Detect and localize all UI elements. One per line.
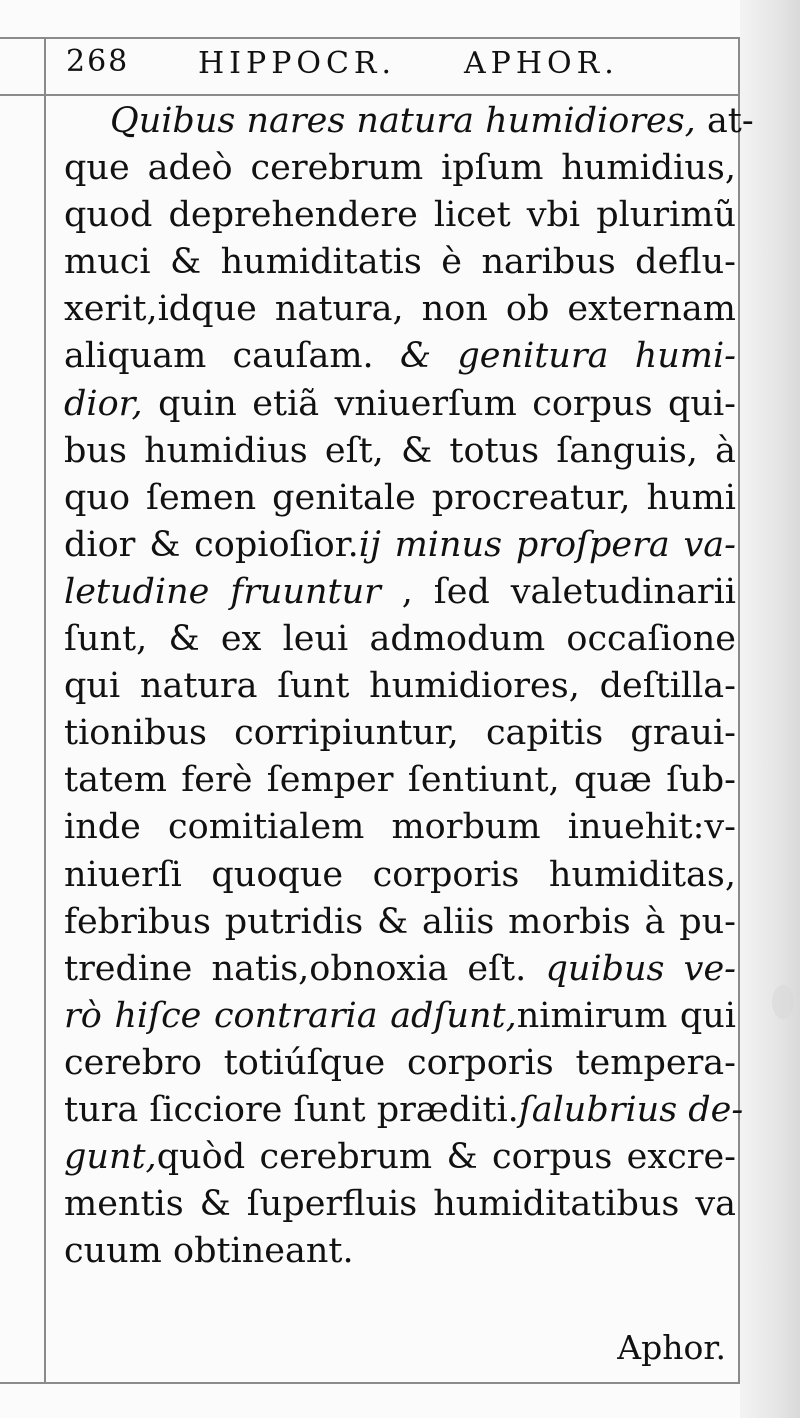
roman-segment: , ſed valetudinarii xyxy=(380,571,736,612)
text-line xyxy=(64,569,736,616)
text-line xyxy=(64,757,736,804)
text-line xyxy=(64,333,736,380)
italic-segment: Quibus nares natura humidiores, xyxy=(110,101,696,141)
text-line xyxy=(64,852,736,899)
roman-segment: cerebro totiúſque corporis tempera- xyxy=(64,1042,736,1083)
italic-segment: letudine fruuntur xyxy=(64,571,381,612)
italic-segment: ſalubrius de- xyxy=(518,1089,744,1130)
roman-segment: cuum obtineant. xyxy=(64,1231,354,1272)
roman-segment: inde comitialem morbum inuehit:v- xyxy=(64,807,736,848)
italic-segment: quibus ve- xyxy=(545,948,736,989)
roman-segment: qui natura ſunt humidiores, deſtilla- xyxy=(64,666,736,707)
text-line xyxy=(64,804,736,851)
italic-segment: & genitura humi- xyxy=(399,336,736,377)
roman-segment: tionibus corripiuntur, capitis graui- xyxy=(64,713,736,754)
text-line xyxy=(64,192,736,239)
running-head xyxy=(66,44,646,88)
roman-segment: que adeò cerebrum ipſum humidius, xyxy=(64,148,736,189)
roman-segment: niuerſi quoque corporis humiditas, xyxy=(64,854,736,895)
roman-segment: tura ſicciore ſunt præditi. xyxy=(64,1089,519,1130)
page-number: 268 xyxy=(66,44,130,79)
roman-segment: dior & copioſior. xyxy=(64,524,359,565)
header-rule xyxy=(0,94,740,96)
text-line xyxy=(64,663,736,710)
top-rule xyxy=(0,37,740,39)
text-line xyxy=(64,428,736,475)
roman-segment: quod deprehendere licet vbi plurimũ xyxy=(64,195,736,236)
roman-segment: mentis & ſuperfluis humiditatibus va xyxy=(64,1184,736,1225)
roman-segment: muci & humiditatis è naribus deflu- xyxy=(64,242,736,283)
text-line xyxy=(64,98,754,145)
text-line xyxy=(64,1181,736,1228)
text-line xyxy=(64,899,736,946)
roman-segment: aliquam cauſam. xyxy=(64,336,400,377)
roman-segment: quin etiã vniuerſum corpus qui- xyxy=(142,383,736,424)
italic-segment: dior, xyxy=(64,383,143,424)
text-line xyxy=(64,1040,736,1087)
italic-segment: ij minus proſpera va- xyxy=(358,524,736,565)
roman-segment: quo ſemen genitale procreatur, humi xyxy=(64,477,736,518)
running-head-right: APHOR. xyxy=(464,46,619,81)
italic-segment: rò hiſce contraria adſunt, xyxy=(64,995,517,1036)
italic-segment: gunt, xyxy=(64,1137,157,1178)
text-line xyxy=(64,946,736,993)
roman-segment: xerit,idque natura, non ob externam xyxy=(64,289,736,330)
text-line xyxy=(64,1087,744,1134)
text-line xyxy=(64,475,736,522)
text-line xyxy=(64,145,736,192)
page-edge-shadow xyxy=(740,0,800,1418)
roman-segment: at- xyxy=(695,101,754,141)
roman-segment: febribus putridis & aliis morbis à pu- xyxy=(64,901,736,942)
roman-segment: quòd cerebrum & corpus excre- xyxy=(156,1137,736,1178)
catchword: Aphor. xyxy=(617,1328,726,1367)
paper-stain xyxy=(772,985,794,1019)
text-line xyxy=(64,1228,736,1275)
text-line xyxy=(64,616,736,663)
roman-segment: tredine natis,obnoxia eſt. xyxy=(64,948,546,989)
roman-segment: bus humidius eſt, & totus ſanguis, à xyxy=(64,430,736,471)
text-line xyxy=(64,993,736,1040)
body-text xyxy=(64,98,754,1275)
text-line xyxy=(64,286,736,333)
text-line xyxy=(64,710,736,757)
text-line xyxy=(64,381,736,428)
roman-segment: tatem ferè ſemper ſentiunt, quæ ſub- xyxy=(64,760,736,801)
right-rule xyxy=(738,37,740,1384)
text-line xyxy=(64,1134,736,1181)
left-rule xyxy=(44,37,46,1384)
running-head-left: HIPPOCR. xyxy=(198,46,397,81)
text-line xyxy=(64,522,736,569)
text-line xyxy=(64,239,736,286)
roman-segment: nimirum qui xyxy=(516,995,736,1036)
bottom-rule xyxy=(0,1382,740,1384)
roman-segment: ſunt, & ex leui admodum occaſione xyxy=(64,619,736,660)
